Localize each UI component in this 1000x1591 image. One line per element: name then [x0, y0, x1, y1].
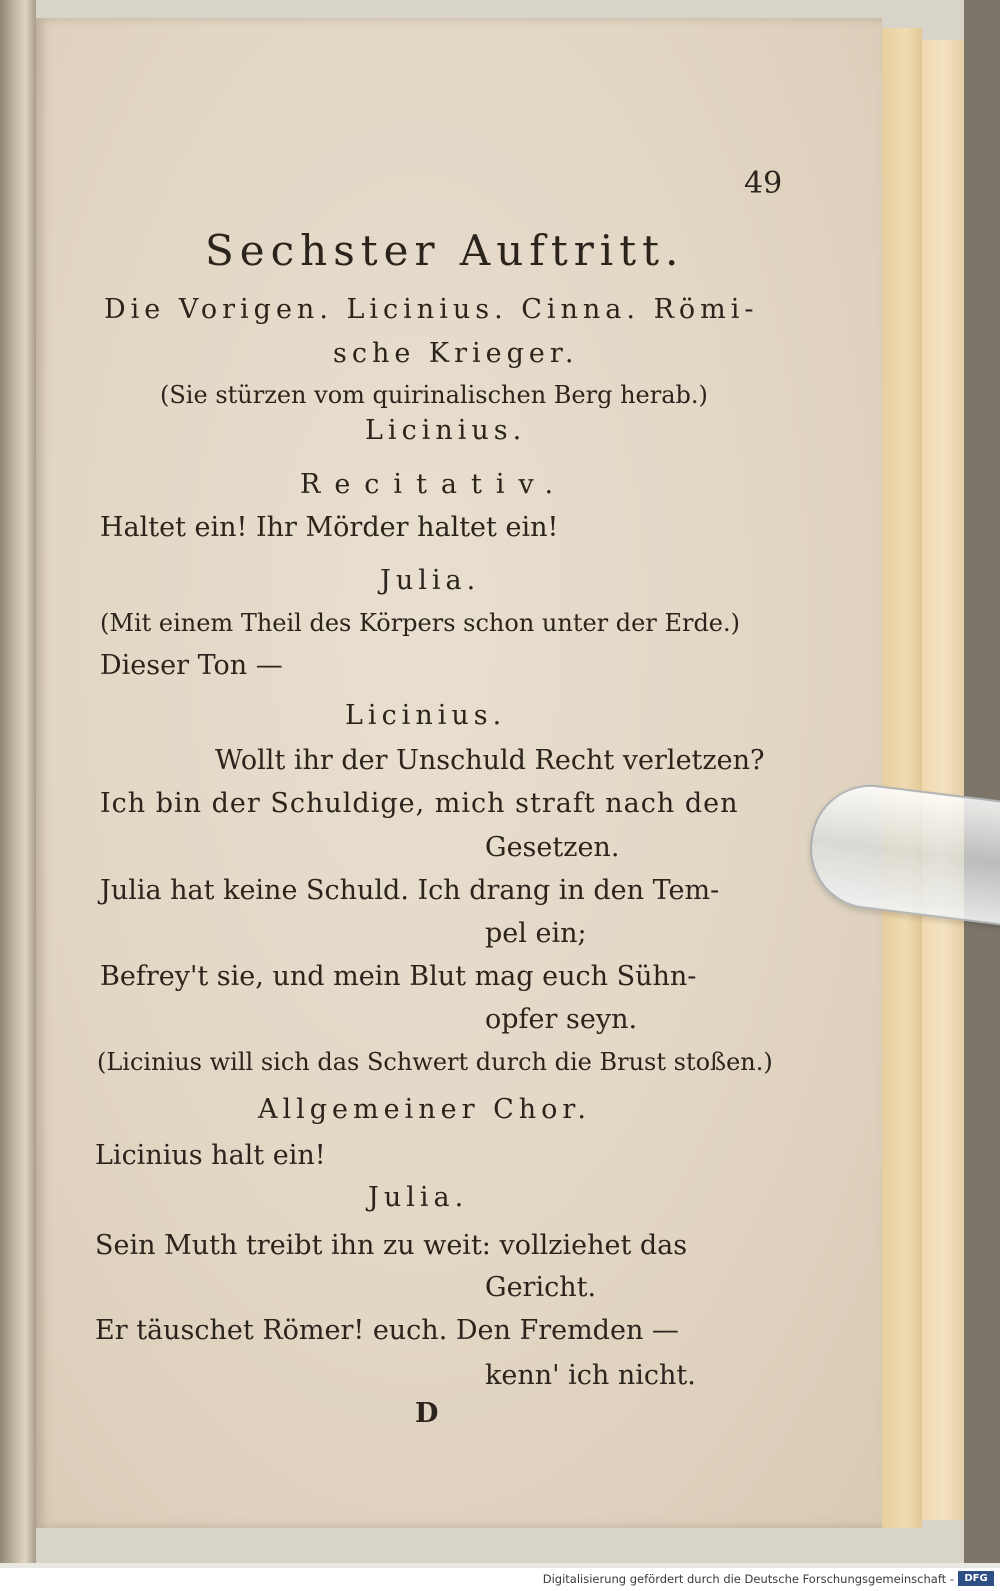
stage-direction-italic: (Sie stürzen vom quirinalischen Berg herab.) [160, 381, 708, 409]
dialogue-line: Gericht. [485, 1272, 597, 1303]
dialogue-line: Dieser Ton — [100, 650, 283, 681]
speaker-name: Licinius. [345, 700, 507, 731]
previous-page-edge [0, 0, 36, 1563]
dialogue-line: Wollt ihr der Unschuld Recht verletzen? [215, 745, 765, 776]
page-number: 49 [744, 166, 783, 201]
page-stack-edge-outer [922, 40, 966, 1520]
dialogue-line: Gesetzen. [485, 832, 620, 863]
dialogue-line: Licinius halt ein! [95, 1140, 326, 1171]
footer-bar [0, 1568, 1000, 1591]
scan-backdrop [964, 0, 1000, 1563]
dfg-logo: DFG [958, 1571, 994, 1586]
signature-mark: D [415, 1398, 439, 1429]
dialogue-line: Befrey't sie, und mein Blut mag euch Sühn- [100, 961, 697, 992]
dialogue-line: Er täuschet Römer! euch. Den Fremden — [95, 1315, 679, 1346]
speaker-name: Licinius. [365, 415, 527, 446]
dialogue-line: opfer seyn. [485, 1004, 638, 1035]
stage-direction-line: Die Vorigen. Licinius. Cinna. Römi- [104, 294, 759, 325]
footer-credit: Digitalisierung gefördert durch die Deutsche Forschungsgemeinschaft - [542, 1572, 954, 1586]
dialogue-line: Haltet ein! Ihr Mörder haltet ein! [100, 512, 559, 543]
stage-direction-italic: (Licinius will sich das Schwert durch die Brust stoßen.) [97, 1048, 773, 1076]
stage-direction-line: sche Krieger. [333, 338, 579, 369]
stage-direction-italic: (Mit einem Theil des Körpers schon unter der Erde.) [100, 609, 740, 637]
scene-heading: Sechster Auftritt. [205, 226, 685, 275]
speaker-name: Julia. [368, 1182, 469, 1213]
speaker-name: Julia. [380, 565, 481, 596]
dialogue-line: pel ein; [485, 918, 587, 949]
dialogue-line: kenn' ich nicht. [485, 1360, 696, 1391]
dialogue-line: Sein Muth treibt ihn zu weit: vollziehet das [95, 1230, 688, 1261]
dialogue-line: Ich bin der Schuldige, mich straft nach den [100, 788, 739, 819]
page-stack-edge [882, 28, 922, 1528]
section-heading: Recitativ. [300, 469, 568, 500]
speaker-name: Allgemeiner Chor. [258, 1094, 591, 1125]
dialogue-line: Julia hat keine Schuld. Ich drang in den Tem- [100, 875, 720, 906]
